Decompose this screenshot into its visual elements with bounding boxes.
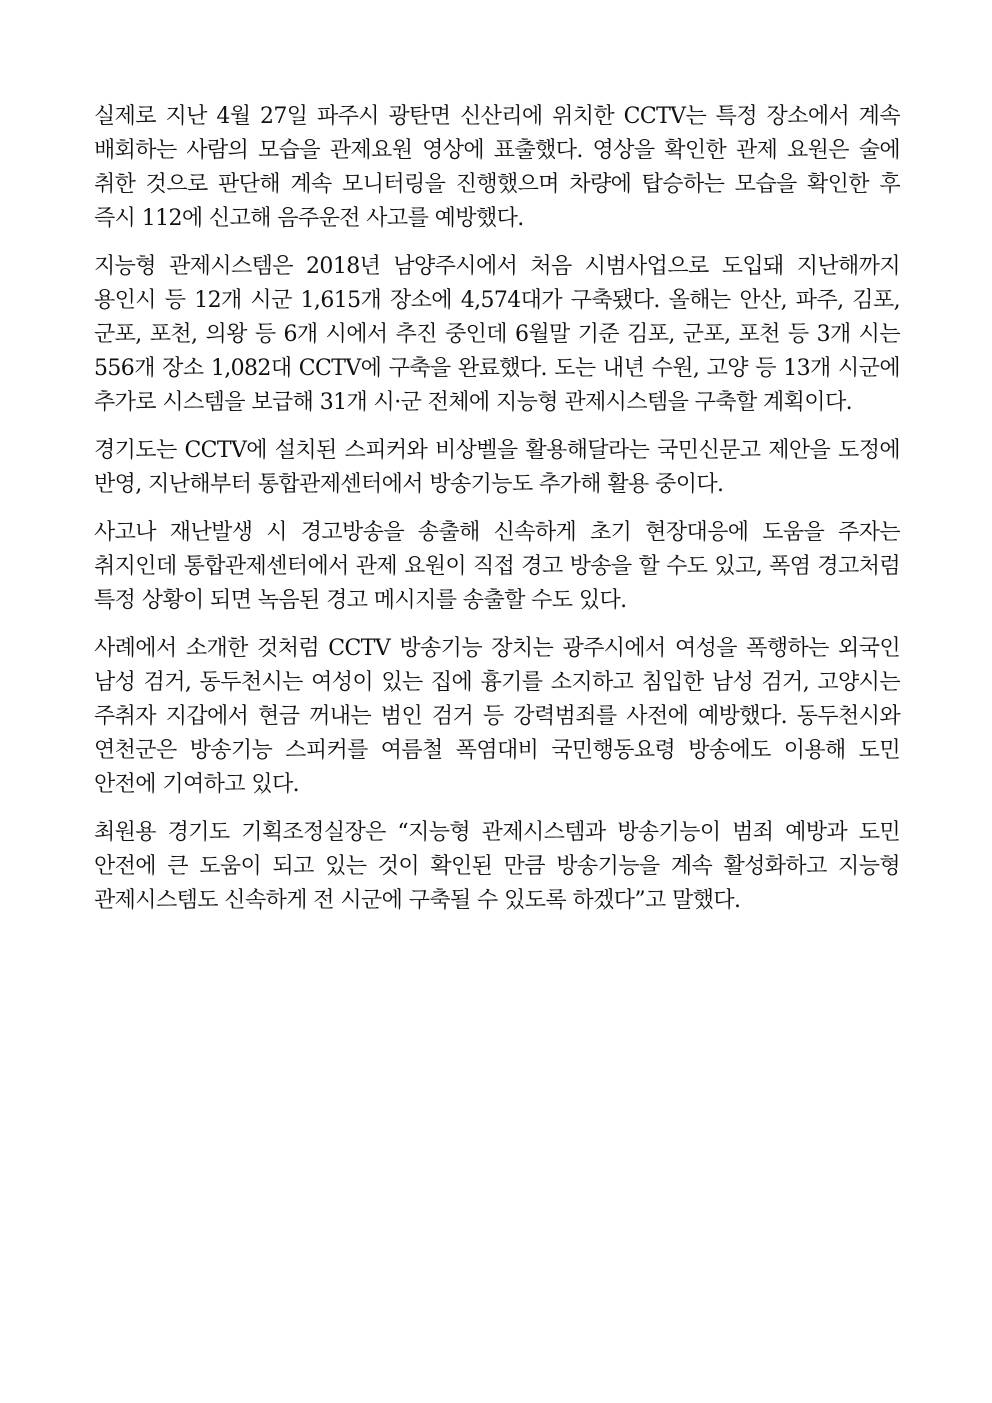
paragraph-crime-prevention-cases: 사례에서 소개한 것처럼 CCTV 방송기능 장치는 광주시에서 여성을 폭행하는 외국인 남성 검거, 동두천시는 여성이 있는 집에 흉기를 소지하고 침입한 남성 검거, 고양시는 주취자 지갑에서 현금 꺼내는 범인 검거 등 강력범죄를 사전에 예방했다. 동두천시와 연천군은 방송기능 스피커를 여름철 폭염대비 국민행동요령 방송에도 이용해 도민 안전에 기여하고 있다. (94, 636, 900, 797)
paragraph-system-rollout: 지능형 관제시스템은 2018년 남양주시에서 처음 시범사업으로 도입돼 지난해까지 용인시 등 12개 시군 1,615개 장소에 4,574대가 구축됐다. 올해는 안산, 파주, 김포, 군포, 포천, 의왕 등 6개 시에서 추진 중인데 6월말 기준 김포, 군포, 포천 등 3개 시는 556개 장소 1,082대 CCTV에 구축을 완료했다. 도는 내년 수원, 고양 등 13개 시군에 추가로 시스템을 보급해 31개 시·군 전체에 지능형 관제시스템을 구축할 계획이다. (94, 254, 900, 415)
document-body (94, 100, 900, 932)
paragraph-official-quote: 최원용 경기도 기획조정실장은 “지능형 관제시스템과 방송기능이 범죄 예방과 도민 안전에 큰 도움이 되고 있는 것이 확인된 만큼 방송기능을 계속 활성화하고 지능형 관제시스템도 신속하게 전 시군에 구축될 수 있도록 하겠다”고 말했다. (94, 820, 900, 913)
paragraph-warning-broadcast: 사고나 재난발생 시 경고방송을 송출해 신속하게 초기 현장대응에 도움을 주자는 취지인데 통합관제센터에서 관제 요원이 직접 경고 방송을 할 수도 있고, 폭염 경고처럼 특정 상황이 되면 녹음된 경고 메시지를 송출할 수도 있다. (94, 520, 900, 613)
paragraph-broadcast-function: 경기도는 CCTV에 설치된 스피커와 비상벨을 활용해달라는 국민신문고 제안을 도정에 반영, 지난해부터 통합관제센터에서 방송기능도 추가해 활용 중이다. (94, 438, 900, 497)
paragraph-cctv-paju-case: 실제로 지난 4월 27일 파주시 광탄면 신산리에 위치한 CCTV는 특정 장소에서 계속 배회하는 사람의 모습을 관제요원 영상에 표출했다. 영상을 확인한 관제 요원은 술에 취한 것으로 판단해 계속 모니터링을 진행했으며 차량에 탑승하는 모습을 확인한 후 즉시 112에 신고해 음주운전 사고를 예방했다. (94, 104, 900, 231)
